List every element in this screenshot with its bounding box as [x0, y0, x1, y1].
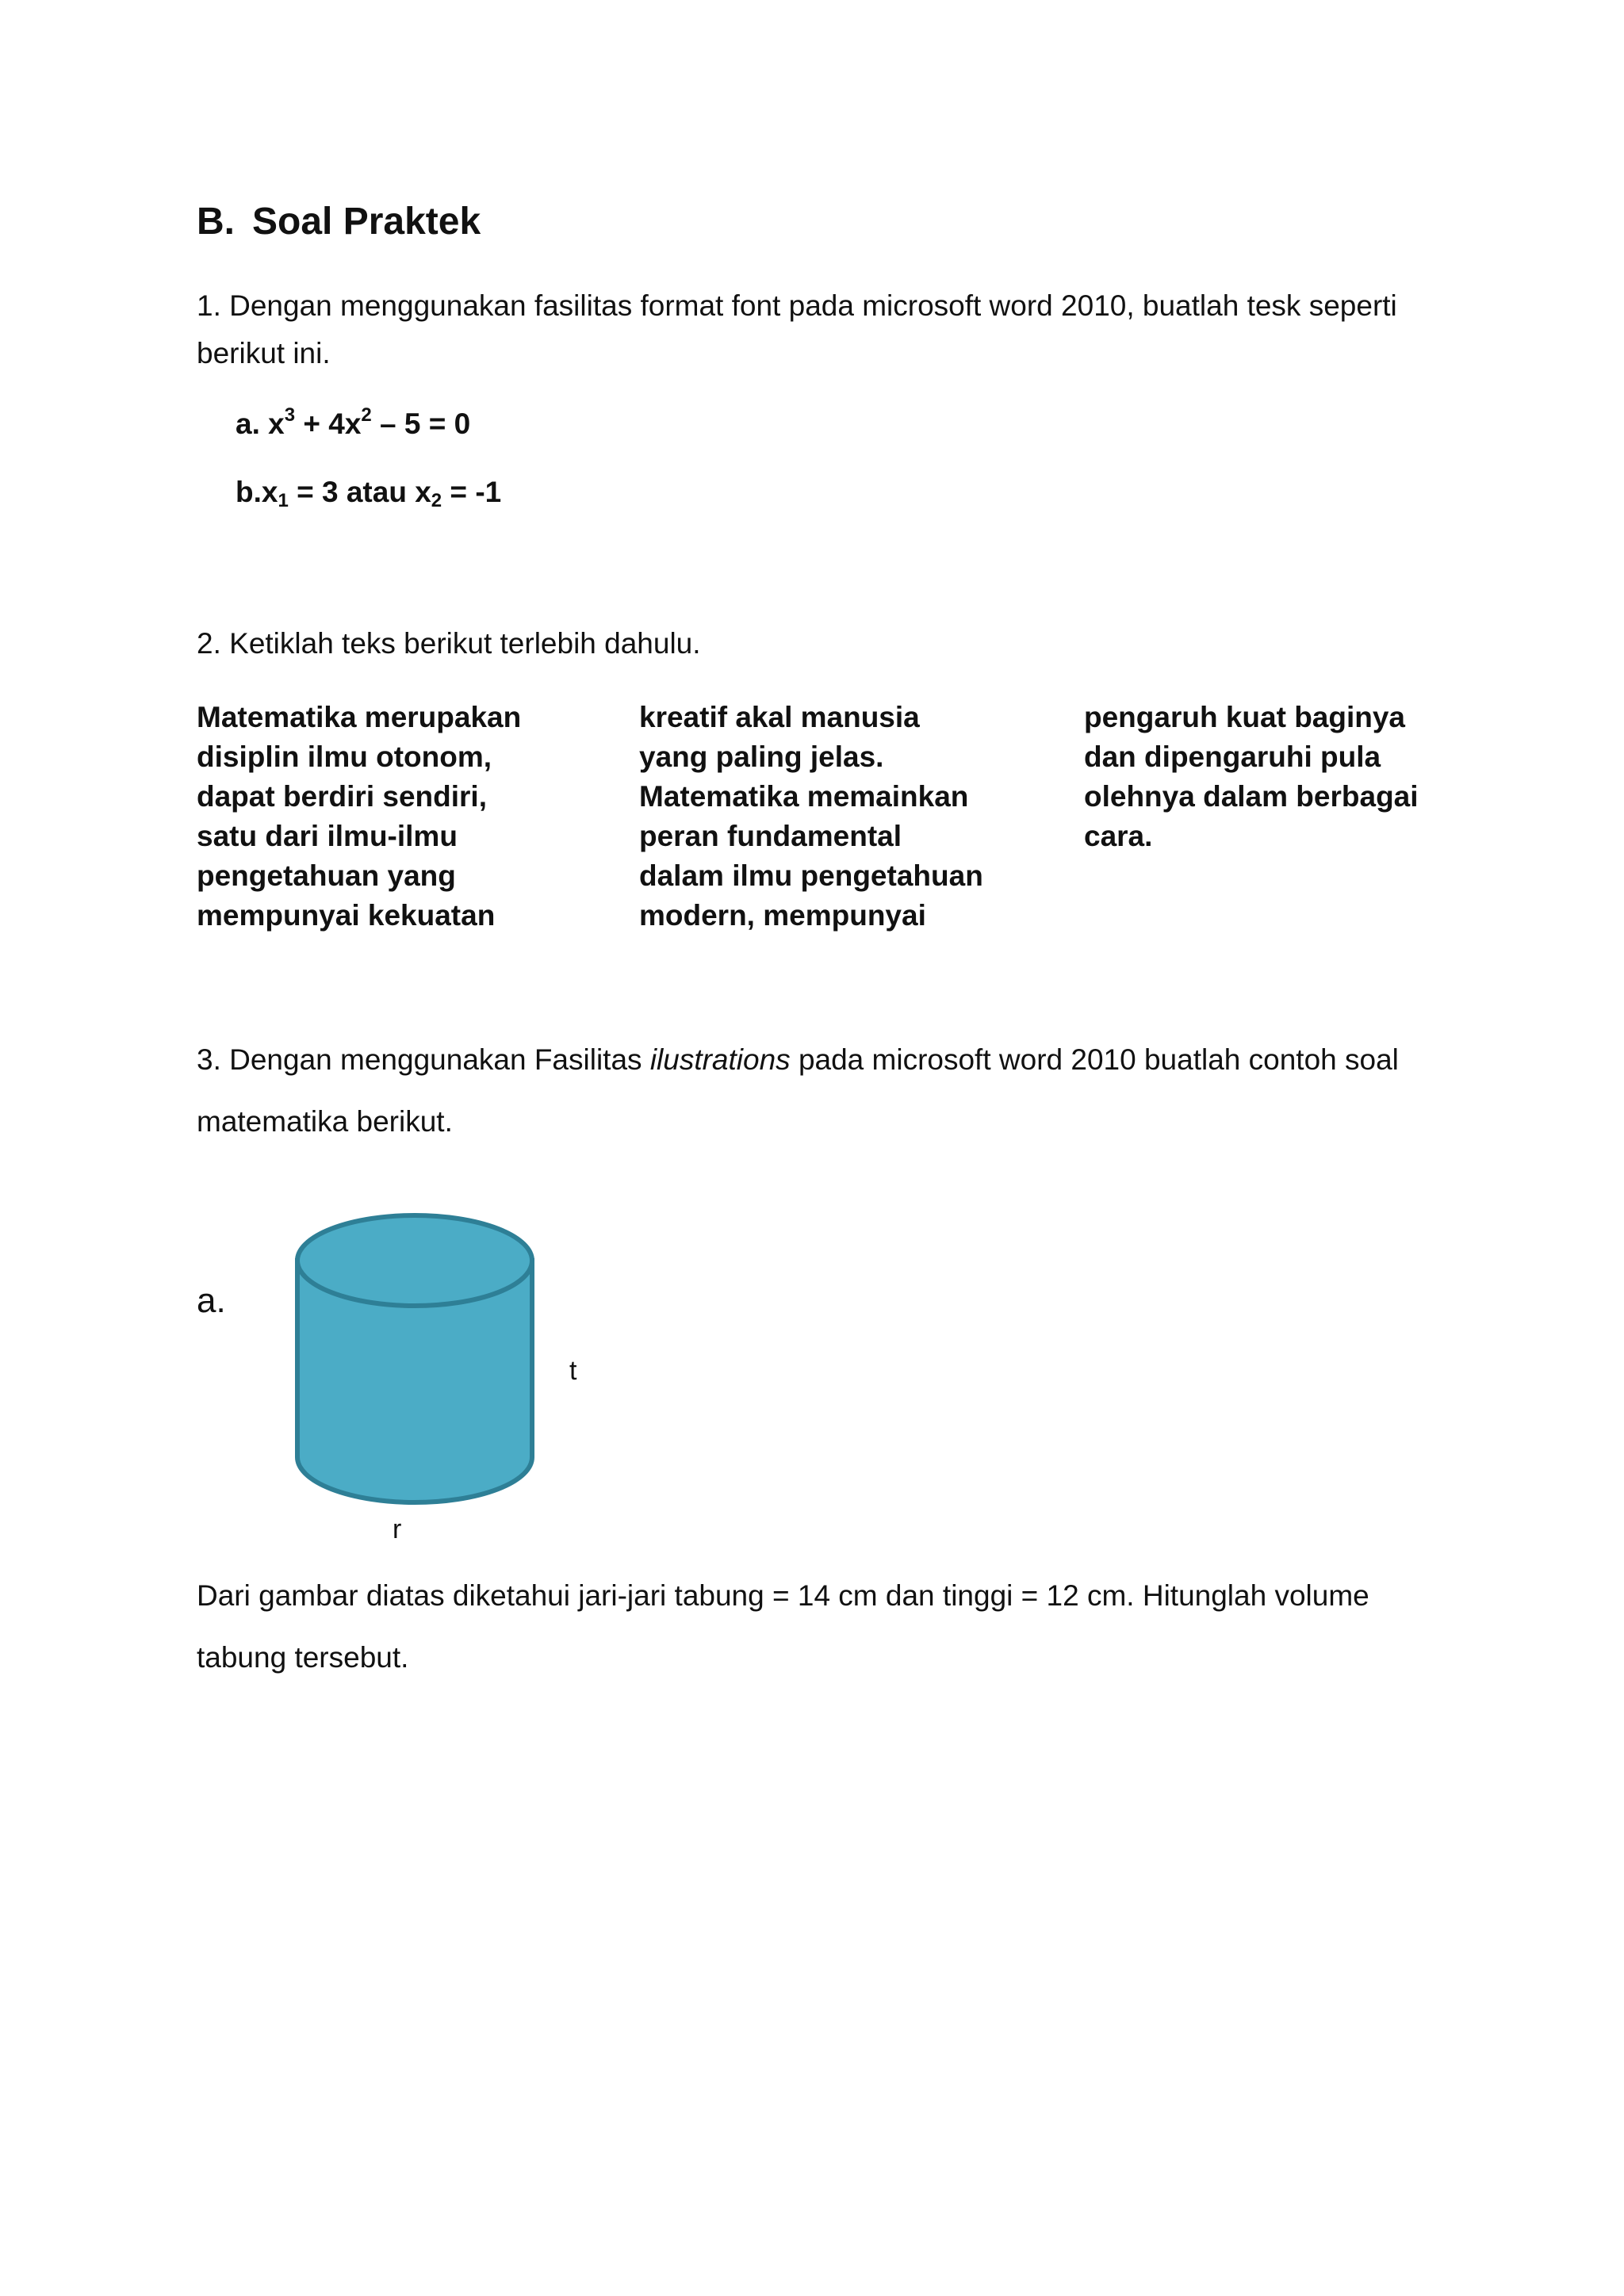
text-column-3 [1084, 698, 1496, 856]
equation-a-exponent-2: 2 [361, 404, 372, 426]
column-line: mempunyai kekuatan [197, 899, 496, 932]
equation-a-exponent-3: 3 [284, 404, 296, 426]
equation-a-prefix: a. x [236, 408, 285, 440]
column-line: modern, mempunyai [639, 899, 926, 932]
column-line: Matematika memainkan [639, 780, 969, 813]
equation-b-prefix: b.x [236, 476, 278, 508]
column-line: pengetahuan yang [197, 859, 456, 892]
section-title: Soal Praktek [252, 201, 481, 243]
equation-b-subscript-2: 2 [431, 490, 442, 511]
equation-a [236, 404, 470, 441]
column-line: satu dari ilmu-ilmu [197, 820, 458, 852]
question-1-text: 1. Dengan menggunakan fasilitas format font pada microsoft word 2010, buatlah tesk seperti berikut ini. [197, 289, 1397, 369]
column-line: peran fundamental [639, 820, 902, 852]
text-column-1 [197, 698, 609, 936]
height-label: t [569, 1356, 577, 1386]
problem-text: Dari gambar diatas diketahui jari-jari tabung = 14 cm dan tinggi = 12 cm. Hitunglah volume tabung tersebut. [197, 1579, 1369, 1674]
question-2-text: 2. Ketiklah teks berikut terlebih dahulu. [197, 627, 701, 660]
equation-a-suffix: – 5 = 0 [371, 408, 471, 440]
question-3-text [197, 1029, 1434, 1153]
column-line: pengaruh kuat baginya [1084, 701, 1406, 733]
column-line: yang paling jelas. [639, 740, 884, 773]
section-letter: B. [197, 201, 235, 243]
text-column-2 [639, 698, 1051, 936]
item-label-a: a. [197, 1281, 226, 1320]
equation-b-middle: = 3 atau x [288, 476, 431, 508]
cylinder-top [297, 1215, 532, 1306]
column-line: kreatif akal manusia [639, 701, 920, 733]
radius-label: r [393, 1514, 402, 1544]
question-3-before: 3. Dengan menggunakan Fasilitas [197, 1043, 650, 1076]
equation-b-subscript-1: 1 [278, 490, 289, 511]
equation-b-suffix: = -1 [442, 476, 502, 508]
question-3-after: pada microsoft word 2010 buatlah contoh soal matematika berikut. [197, 1043, 1399, 1138]
column-line: olehnya dalam berbagai [1084, 780, 1419, 813]
cylinder-svg [293, 1211, 536, 1506]
column-line: dalam ilmu pengetahuan [639, 859, 983, 892]
column-line: cara. [1084, 820, 1153, 852]
column-line: Matematika merupakan [197, 701, 522, 733]
column-line: dapat berdiri sendiri, [197, 780, 487, 813]
equation-b [236, 476, 501, 512]
column-line: disiplin ilmu otonom, [197, 740, 492, 773]
section-heading [197, 200, 481, 243]
equation-a-middle: + 4x [295, 408, 362, 440]
question-3-italic: ilustrations [649, 1043, 791, 1076]
cylinder-figure [293, 1211, 536, 1506]
column-line: dan dipengaruhi pula [1084, 740, 1381, 773]
